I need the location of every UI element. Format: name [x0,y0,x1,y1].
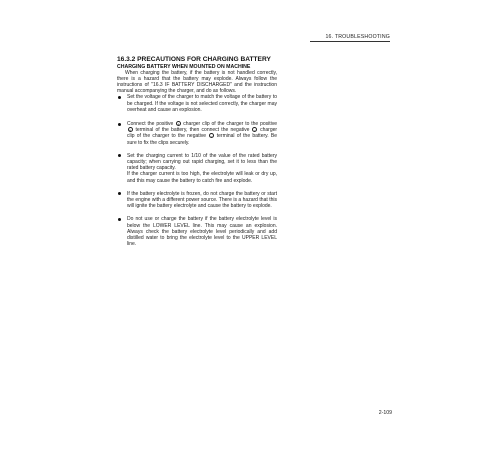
text-segment: Connect the positive [127,121,174,128]
list-item [117,216,277,247]
minus-terminal-icon: − [210,134,213,140]
list-item [117,153,277,184]
bullet-icon [118,192,121,195]
intro-paragraph: When charging the battery, if the battery is not handled correctly, there is a hazard that the battery may explode. Always follow the instructions of "16.3 IF BATTERY DISCHARGED" and the instruction manual accompanying the charger, and do as follows. [117,69,277,95]
running-header: 16. TROUBLESHOOTING [325,34,390,40]
text-segment: terminal of the battery, then connect the negative [135,127,250,134]
bullet-icon [118,96,121,99]
text-segment: terminal of the battery. Be sure to fix the clips securely. [127,133,278,146]
page-content [117,56,277,247]
bullet-icon [118,218,121,221]
bullet-icon [118,154,121,157]
list-item-text: Set the charging current to 1/10 of the value of the rated battery capacity; when carrying out rapid charging, set it to less than the rated battery capacity. [127,152,277,172]
list-item [117,121,277,146]
list-item-text: If the battery electrolyte is frozen, do not charge the battery or start the engine with a different power source. There is a hazard that this will ignite the battery electrolyte and cause the battery to explode. [127,190,277,210]
subsection-title: CHARGING BATTERY WHEN MOUNTED ON MACHINE [117,63,251,70]
list-item-text: Set the voltage of the charger to match the voltage of the battery to be charged. If the voltage is not selected correctly, the charger may overheat and cause an explosion. [127,94,277,113]
list-item [117,94,277,113]
header-rule [310,41,390,42]
section-title: 16.3.2 PRECAUTIONS FOR CHARGING BATTERY [117,56,271,63]
text-segment: charger clip of the charger to the positive [183,121,278,128]
minus-terminal-icon: − [253,128,257,134]
plus-terminal-icon: + [176,122,180,128]
list-item-text: Do not use or charge the battery if the battery electrolyte level is below the LOWER LEVEL line. This may cause an explosion. Always check the battery electrolyte level periodically and add distilled water to bring the electrolyte level to the UPPER LEVEL line. [127,216,277,248]
text-segment: charger clip of the charger to the negative [127,127,278,140]
list-item-text: If the charger current is too high, the electrolyte will leak or dry up, and this may cause the battery to catch fire and explode. [127,171,277,184]
page-number: 2-109 [378,410,392,416]
precautions-list [117,94,277,247]
bullet-icon [118,123,121,126]
plus-terminal-icon: + [128,128,132,134]
list-item [117,191,277,210]
list-item-text [127,121,277,146]
